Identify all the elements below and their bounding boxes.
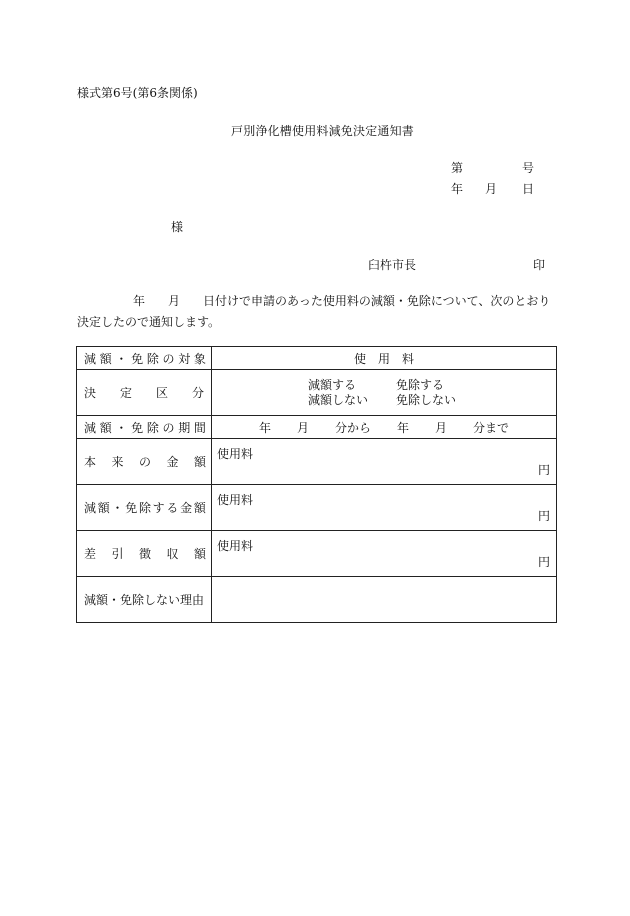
option-not-reduce[interactable]: 減額しない xyxy=(308,392,369,407)
label-char: 期 xyxy=(178,420,191,435)
table-row-collected-amount xyxy=(77,531,557,577)
label-collected-amount xyxy=(77,531,212,577)
label-char: る xyxy=(166,501,179,515)
value-reason[interactable] xyxy=(212,577,557,623)
body-year-label: 年 xyxy=(133,294,146,308)
value-reduced-amount[interactable] xyxy=(212,485,557,531)
label-char: 減 xyxy=(84,501,97,515)
label-char: 額 xyxy=(99,420,112,435)
value-collected-amount[interactable] xyxy=(212,531,557,577)
label-target xyxy=(77,347,212,370)
document-number-prefix: 第 xyxy=(451,161,464,175)
label-char: 金 xyxy=(180,501,193,515)
decision-table xyxy=(76,346,557,623)
label-original-amount xyxy=(77,439,212,485)
label-char: 除 xyxy=(138,501,151,515)
document-number-suffix: 号 xyxy=(522,161,535,175)
label-char: 対 xyxy=(178,351,191,366)
label-char: す xyxy=(152,501,165,515)
label-char: 額 xyxy=(99,351,112,366)
document-title: 戸別浄化槽使用料減免決定通知書 xyxy=(231,124,415,138)
label-char: 定 xyxy=(119,386,132,400)
label-char: 決 xyxy=(84,386,97,400)
label-period xyxy=(77,416,212,439)
sub-label: 使用料 xyxy=(217,447,254,461)
date-month-label: 月 xyxy=(485,182,498,196)
label-char: 徴 xyxy=(138,547,151,561)
label-char: 免 xyxy=(125,501,138,515)
label-char: 額 xyxy=(193,501,206,515)
body-month-label: 月 xyxy=(168,294,181,308)
label-char: 本 xyxy=(84,455,97,469)
value-period xyxy=(212,416,557,439)
label-reduced-amount xyxy=(77,485,212,531)
label-char: ・ xyxy=(111,501,124,515)
label-char: 来 xyxy=(111,455,124,469)
label-char: 収 xyxy=(166,547,179,561)
label-char: 除 xyxy=(146,420,159,435)
label-text: 減額・免除しない理由 xyxy=(83,593,204,607)
table-row-reduced-amount xyxy=(77,485,557,531)
label-char: 減 xyxy=(84,420,97,435)
addressee-suffix: 様 xyxy=(171,220,184,234)
seal-mark: 印 xyxy=(533,258,546,272)
body-text: 日付けで申請のあった使用料の減額・免除について、次のとおり xyxy=(203,294,551,308)
label-reason xyxy=(77,577,212,623)
label-char: の xyxy=(162,420,175,435)
label-char: ・ xyxy=(115,420,128,435)
table-row-reason xyxy=(77,577,557,623)
label-char: 額 xyxy=(97,501,110,515)
period-end-year: 年 xyxy=(397,420,410,435)
sub-label: 使用料 xyxy=(217,539,254,553)
date-day-label: 日 xyxy=(522,182,535,196)
period-start-suffix: 分から xyxy=(334,420,371,435)
form-number: 様式第6号(第6条関係) xyxy=(77,86,198,100)
label-char: 除 xyxy=(146,351,159,366)
label-char: ・ xyxy=(115,351,128,366)
label-char: 区 xyxy=(155,386,168,400)
table-row-period xyxy=(77,416,557,439)
value-category xyxy=(212,370,557,416)
value-original-amount[interactable] xyxy=(212,439,557,485)
option-exempt[interactable]: 免除する xyxy=(396,377,445,392)
option-not-exempt[interactable]: 免除しない xyxy=(396,392,457,407)
label-char: 免 xyxy=(131,420,144,435)
label-char: 間 xyxy=(193,420,206,435)
label-category xyxy=(77,370,212,416)
value-char: 料 xyxy=(402,351,415,366)
unit-yen: 円 xyxy=(537,509,550,523)
body-text-line-1 xyxy=(77,292,550,309)
period-end-suffix: 分まで xyxy=(473,420,510,435)
value-char: 用 xyxy=(377,351,390,366)
label-char: 引 xyxy=(111,547,124,561)
label-char: の xyxy=(138,455,151,469)
issuer-name: 臼杵市長 xyxy=(368,258,417,272)
period-start-month: 月 xyxy=(296,420,309,435)
sub-label: 使用料 xyxy=(217,493,254,507)
date-year-label: 年 xyxy=(451,182,464,196)
label-char: 額 xyxy=(193,455,206,469)
table-row-original-amount xyxy=(77,439,557,485)
period-end-month: 月 xyxy=(435,420,448,435)
table-row-target xyxy=(77,347,557,370)
label-char: 免 xyxy=(131,351,144,366)
table-row-category xyxy=(77,370,557,416)
label-char: 減 xyxy=(84,351,97,366)
label-char: 象 xyxy=(193,351,206,366)
label-char: 差 xyxy=(84,547,97,561)
label-char: 額 xyxy=(193,547,206,561)
label-char: 金 xyxy=(166,455,179,469)
value-char: 使 xyxy=(353,351,366,366)
period-start-year: 年 xyxy=(258,420,271,435)
option-reduce[interactable]: 減額する xyxy=(308,377,357,392)
label-char: の xyxy=(162,351,175,366)
label-char: 分 xyxy=(191,386,204,400)
value-target xyxy=(212,347,557,370)
body-text-line-2: 決定したので通知します。 xyxy=(77,315,221,329)
unit-yen: 円 xyxy=(537,463,550,477)
unit-yen: 円 xyxy=(537,555,550,569)
